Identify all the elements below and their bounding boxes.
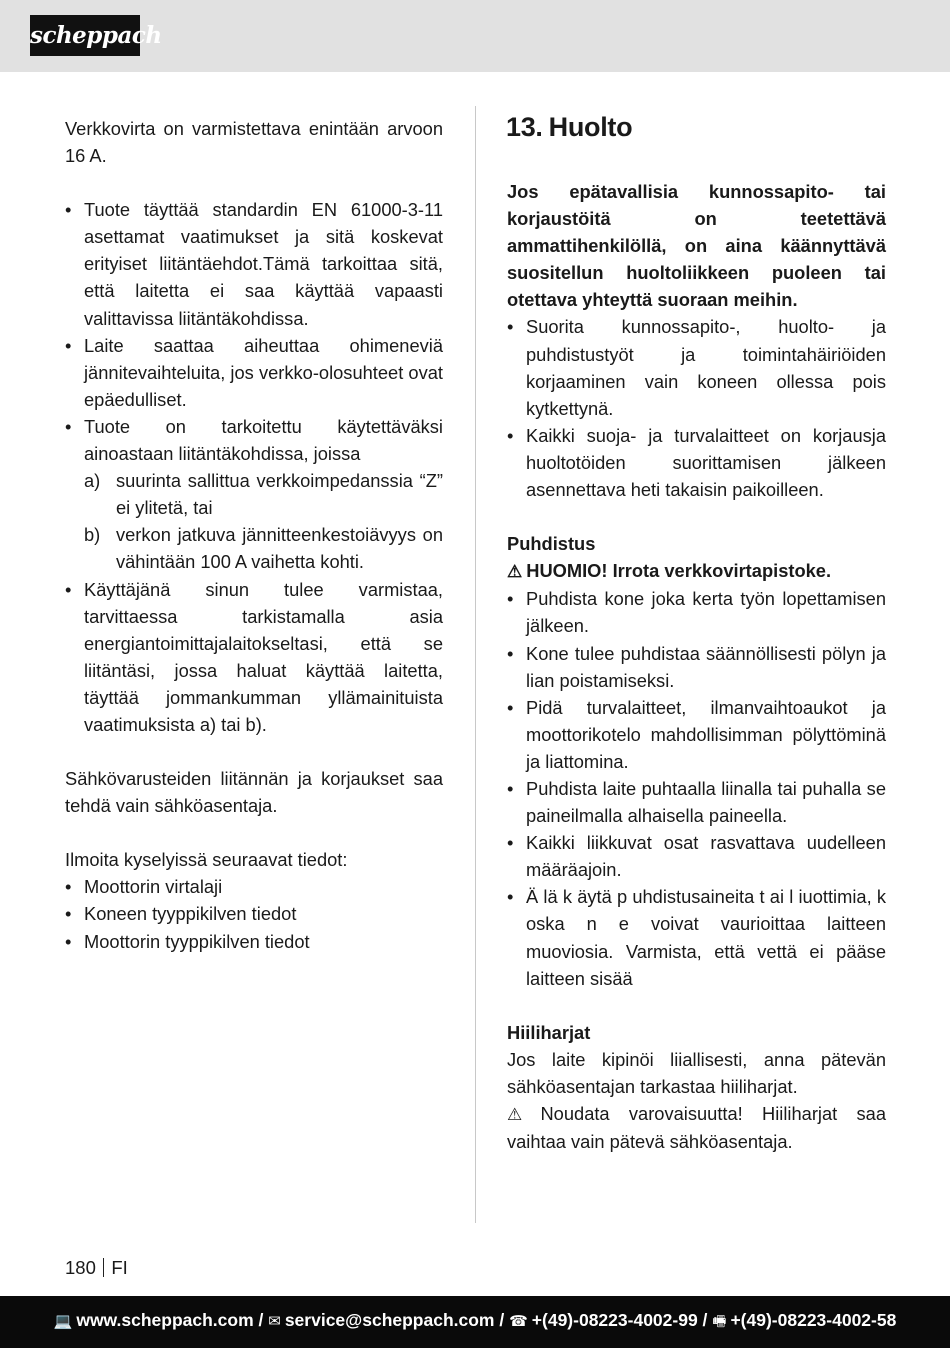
list-item: • Puhdista laite puhtaalla liinalla tai puhalla se paineilmalla alhaisella paineella. [507, 775, 886, 829]
list-item: • Tuote on tarkoitettu käytettäväksi ainoastaan liitäntäkohdissa, joissa [65, 413, 443, 467]
footer-bar [0, 1296, 950, 1348]
sub-list-item: a) suurinta sallittua verkkoimpedanssia “Z” ei ylitetä, tai [84, 470, 443, 519]
website-link[interactable]: www.scheppach.com / [76, 1310, 264, 1330]
bullet-icon: • [507, 777, 514, 799]
list-item: • Moottorin virtalaji [65, 873, 443, 900]
list-item: • Koneen tyyppikilven tiedot [65, 900, 443, 927]
list-item: • Suorita kunnossapito-, huolto- ja puhdistustyöt ja toimintahäiriöiden korjaaminen vain koneen ollessa pois kytkettynä. [507, 313, 886, 421]
fax-number: +(49)-08223-4002-58 [730, 1310, 897, 1330]
list-item: • Ä lä k äytä p uhdistusaineita t ai l iuottimia, k oska n e voivat vaurioittaa laitteen muoviosia. Varmista, että vettä ei pääse laitteen sisää [507, 883, 886, 991]
bullet-icon: • [65, 415, 72, 437]
subheading-brushes: Hiiliharjat [507, 1021, 591, 1043]
bullet-icon: • [507, 424, 514, 446]
header-bar [0, 0, 950, 72]
left-column [65, 115, 443, 955]
paragraph: Ilmoita kyselyissä seuraavat tiedot: [65, 849, 348, 871]
bullet-icon: • [65, 903, 72, 925]
list-item: • Moottorin tyyppikilven tiedot [65, 928, 443, 955]
warning-triangle-icon: ⚠ [507, 1105, 537, 1124]
subheading-cleaning: Puhdistus [507, 533, 596, 555]
bullet-icon: • [507, 316, 514, 338]
list-item: • Tuote täyttää standardin EN 61000-3-11 asettamat vaatimukset ja sitä koskevat erityiset liitäntäehdot.Tämä tarkoittaa sitä, että laitetta ei saa käyttää vapaasti valittavissa liitäntäkohdissa. [65, 196, 443, 331]
list-item: • Laite saattaa aiheuttaa ohimeneviä jännitevaihteluita, jos verkko-olosuhteet ovat epäedulliset. [65, 332, 443, 413]
warning-line: ⚠ HUOMIO! Irrota verkkovirtapistoke. [507, 560, 832, 582]
list-item: • Kaikki suoja- ja turvalaitteet on korjausja huoltotöiden suorittamisen jälkeen asennettava heti takaisin paikoilleen. [507, 422, 886, 503]
section-heading: 13. Huolto [506, 112, 633, 142]
email-link[interactable]: service@scheppach.com / [284, 1310, 505, 1330]
list-item: • Pidä turvalaitteet, ilmanvaihtoaukot ja moottorikotelo mahdollisimman pölyttöminä ja liattomina. [507, 694, 886, 775]
paragraph: Jos laite kipinöi liiallisesti, anna pätevän sähköasentajan tarkastaa hiiliharjat. [507, 1048, 886, 1097]
list-item: • Puhdista kone joka kerta työn lopettamisen jälkeen. [507, 585, 886, 639]
bullet-icon: • [507, 886, 514, 908]
column-divider [475, 106, 476, 1223]
bullet-icon: • [507, 696, 514, 718]
warning-triangle-icon: ⚠ [507, 562, 523, 582]
fax-icon: 🖷 [712, 1313, 727, 1330]
bullet-icon: • [65, 876, 72, 898]
bullet-icon: • [65, 930, 72, 952]
bullet-icon: • [65, 334, 72, 356]
right-column [506, 112, 886, 1155]
page-number: 180 FI [65, 1257, 128, 1278]
page-separator [103, 1258, 105, 1277]
warning-paragraph: ⚠ Noudata varovaisuutta! Hiiliharjat saa vaihtaa vain pätevä sähköasentaja. [507, 1103, 886, 1153]
intro-paragraph: Jos epätavallisia kunnossapito- tai korjaustöitä on teetettävä ammattihenkilöllä, on aina käännyttävä suositellun huoltoliikkeen puoleen tai otettava yhteyttä suoraan meihin. [507, 181, 886, 311]
phone-icon: ☎ [509, 1313, 528, 1330]
sub-list-item: b) verkon jatkuva jännitteenkestoiävyys on vähintään 100 A vaihetta kohti. [84, 524, 443, 573]
mail-icon: ✉ [268, 1313, 281, 1330]
paragraph: Sähkövarusteiden liitännän ja korjaukset saa tehdä vain sähköasentaja. [65, 768, 443, 817]
bullet-icon: • [507, 832, 514, 854]
paragraph: Verkkovirta on varmistettava enintään arvoon 16 A. [65, 118, 443, 167]
list-item: • Käyttäjänä sinun tulee varmistaa, tarvittaessa tarkistamalla asia energiantoimittajalaitokseltasi, että se liitäntäsi, jossa haluat käyttää laitetta, täyttää jommankumman yllämainituista vaatimuksista a) tai b). [65, 576, 443, 739]
list-item: • Kaikki liikkuvat osat rasvattava uudelleen määräajoin. [507, 829, 886, 883]
brand-logo: scheppach [30, 15, 140, 56]
bullet-icon: • [507, 588, 514, 610]
bullet-icon: • [65, 578, 72, 600]
bullet-icon: • [65, 199, 72, 221]
bullet-icon: • [507, 642, 514, 664]
phone-number: +(49)-08223-4002-99 / [531, 1310, 708, 1330]
computer-icon: 💻 [53, 1313, 73, 1330]
list-item: • Kone tulee puhdistaa säännöllisesti pölyn ja lian poistamiseksi. [507, 640, 886, 694]
